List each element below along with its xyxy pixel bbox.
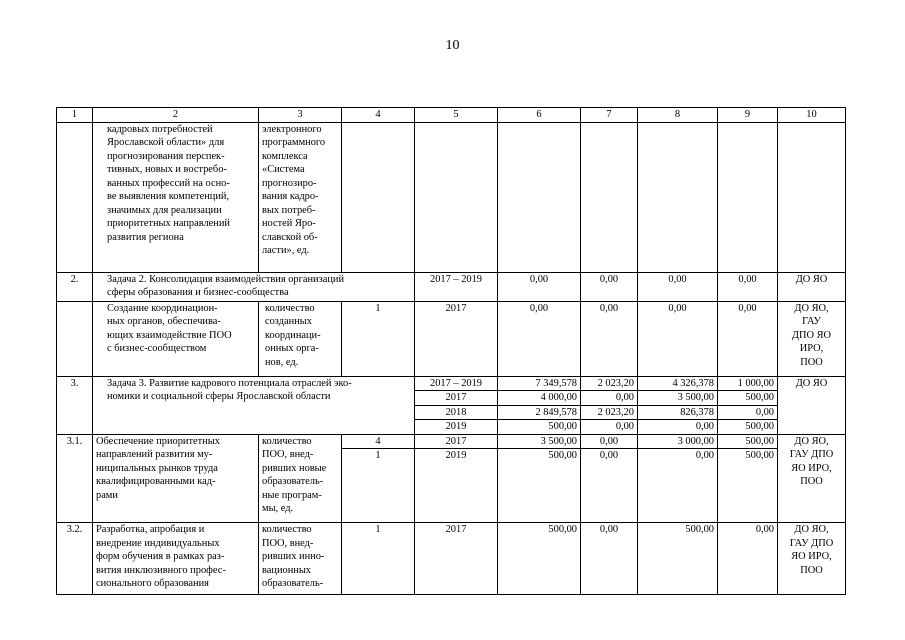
row-number: 3.1.: [57, 434, 93, 523]
row-number: 3.2.: [57, 523, 93, 595]
program-table: [56, 107, 846, 595]
row-number: 3.: [57, 376, 93, 434]
header-cell: 4: [342, 108, 415, 123]
executor-cell: ДО ЯО, ГАУ ДПО ЯО ИРО, ПОО: [778, 434, 846, 523]
value-cell: 0,00: [638, 301, 718, 376]
value-cell: 0,00: [718, 405, 778, 420]
indicator-value: 4: [342, 434, 415, 449]
row-number: [57, 301, 93, 376]
value-cell: 500,00: [718, 449, 778, 523]
table-row: [57, 301, 846, 376]
indicator-value: 1: [342, 301, 415, 376]
header-cell: 1: [57, 108, 93, 123]
executor-cell: ДО ЯО, ГАУ ДПО ЯО ИРО, ПОО: [778, 523, 846, 595]
indicator-name: количество ПОО, внед- ривших новые образователь- ные програм- мы, ед.: [259, 434, 342, 523]
row-number: [57, 122, 93, 272]
value-cell: 500,00: [498, 523, 581, 595]
value-cell: 500,00: [718, 434, 778, 449]
period-cell: 2017: [415, 391, 498, 406]
value-cell: 3 000,00: [638, 434, 718, 449]
task-name: Задача 3. Развитие кадрового потенциала отраслей эко- номики и социальной сферы Ярославской области: [93, 376, 415, 434]
measure-name: Создание координацион- ных органов, обеспечива- ющих взаимодействие ПОО с бизнес-сообществом: [93, 301, 259, 376]
value-cell: 0,00: [718, 301, 778, 376]
header-row: [57, 108, 846, 123]
header-cell: 5: [415, 108, 498, 123]
table-row: [57, 523, 846, 595]
value-cell: 500,00: [498, 449, 581, 523]
period-cell: 2017: [415, 434, 498, 449]
value-cell: 0,00: [718, 272, 778, 301]
indicator-name: количество созданных координаци- онных орга- нов, ед.: [259, 301, 342, 376]
header-cell: 2: [93, 108, 259, 123]
value-cell: 500,00: [718, 420, 778, 435]
header-cell: 8: [638, 108, 718, 123]
header-cell: 3: [259, 108, 342, 123]
value-cell: 0,00: [581, 523, 638, 595]
value-cell: 0,00: [581, 434, 638, 449]
measure-name: кадровых потребностей Ярославской области» для прогнозирования перспек- тивных, новых и востребо- ванных профессий на осно- ве выявления компетенций, значимых для реализации приоритетных направлений развития региона: [93, 122, 259, 272]
header-cell: 10: [778, 108, 846, 123]
header-cell: 9: [718, 108, 778, 123]
value-cell: 0,00: [498, 301, 581, 376]
value-cell: 7 349,578: [498, 376, 581, 391]
value-cell: 1 000,00: [718, 376, 778, 391]
period-cell: 2017 – 2019: [415, 272, 498, 301]
value-cell: 0,00: [581, 301, 638, 376]
value-cell: 0,00: [638, 272, 718, 301]
task-name: Задача 2. Консолидация взаимодействия организаций сферы образования и бизнес-сообщества: [93, 272, 415, 301]
table-row: [57, 376, 846, 391]
page-number: 10: [445, 38, 460, 53]
value-cell: 2 023,20: [581, 405, 638, 420]
period-cell: 2017: [415, 301, 498, 376]
value-cell: 0,00: [581, 391, 638, 406]
header-cell: 6: [498, 108, 581, 123]
period-cell: 2017: [415, 523, 498, 595]
period-cell: 2019: [415, 449, 498, 523]
value-cell: 0,00: [581, 272, 638, 301]
executor-cell: ДО ЯО: [778, 376, 846, 434]
indicator-name: электронного программного комплекса «Система прогнозиро- вания кадро- вых потреб- ностей Ярo- славской об- ласти», ед.: [259, 122, 342, 272]
indicator-value: 1: [342, 449, 415, 523]
value-cell: 3 500,00: [638, 391, 718, 406]
executor-cell: ДО ЯО: [778, 272, 846, 301]
table-row: [57, 272, 846, 301]
value-cell: 0,00: [498, 272, 581, 301]
value-cell: 0,00: [581, 420, 638, 435]
row-number: 2.: [57, 272, 93, 301]
value-cell: 500,00: [498, 420, 581, 435]
measure-name: Обеспечение приоритетных направлений развития му- ниципальных рынков труда квалифицированными кад- рами: [93, 434, 259, 523]
indicator-value: 1: [342, 523, 415, 595]
value-cell: 826,378: [638, 405, 718, 420]
indicator-name: количество ПОО, внед- ривших инно- вационных образователь-: [259, 523, 342, 595]
value-cell: 2 849,578: [498, 405, 581, 420]
period-cell: 2017 – 2019: [415, 376, 498, 391]
measure-name: Разработка, апробация и внедрение индивидуальных форм обучения в рамках раз- вития инклюзивного профес- сионального образования: [93, 523, 259, 595]
value-cell: 0,00: [581, 449, 638, 523]
value-cell: 0,00: [718, 523, 778, 595]
value-cell: 4 000,00: [498, 391, 581, 406]
period-cell: 2019: [415, 420, 498, 435]
executor-cell: ДО ЯО, ГАУ ДПО ЯО ИРО, ПОО: [778, 301, 846, 376]
header-cell: 7: [581, 108, 638, 123]
table-row: [57, 434, 846, 449]
value-cell: 0,00: [638, 449, 718, 523]
period-cell: 2018: [415, 405, 498, 420]
value-cell: 4 326,378: [638, 376, 718, 391]
value-cell: 500,00: [638, 523, 718, 595]
value-cell: 500,00: [718, 391, 778, 406]
value-cell: 2 023,20: [581, 376, 638, 391]
table-row: [57, 122, 846, 272]
value-cell: 0,00: [638, 420, 718, 435]
value-cell: 3 500,00: [498, 434, 581, 449]
